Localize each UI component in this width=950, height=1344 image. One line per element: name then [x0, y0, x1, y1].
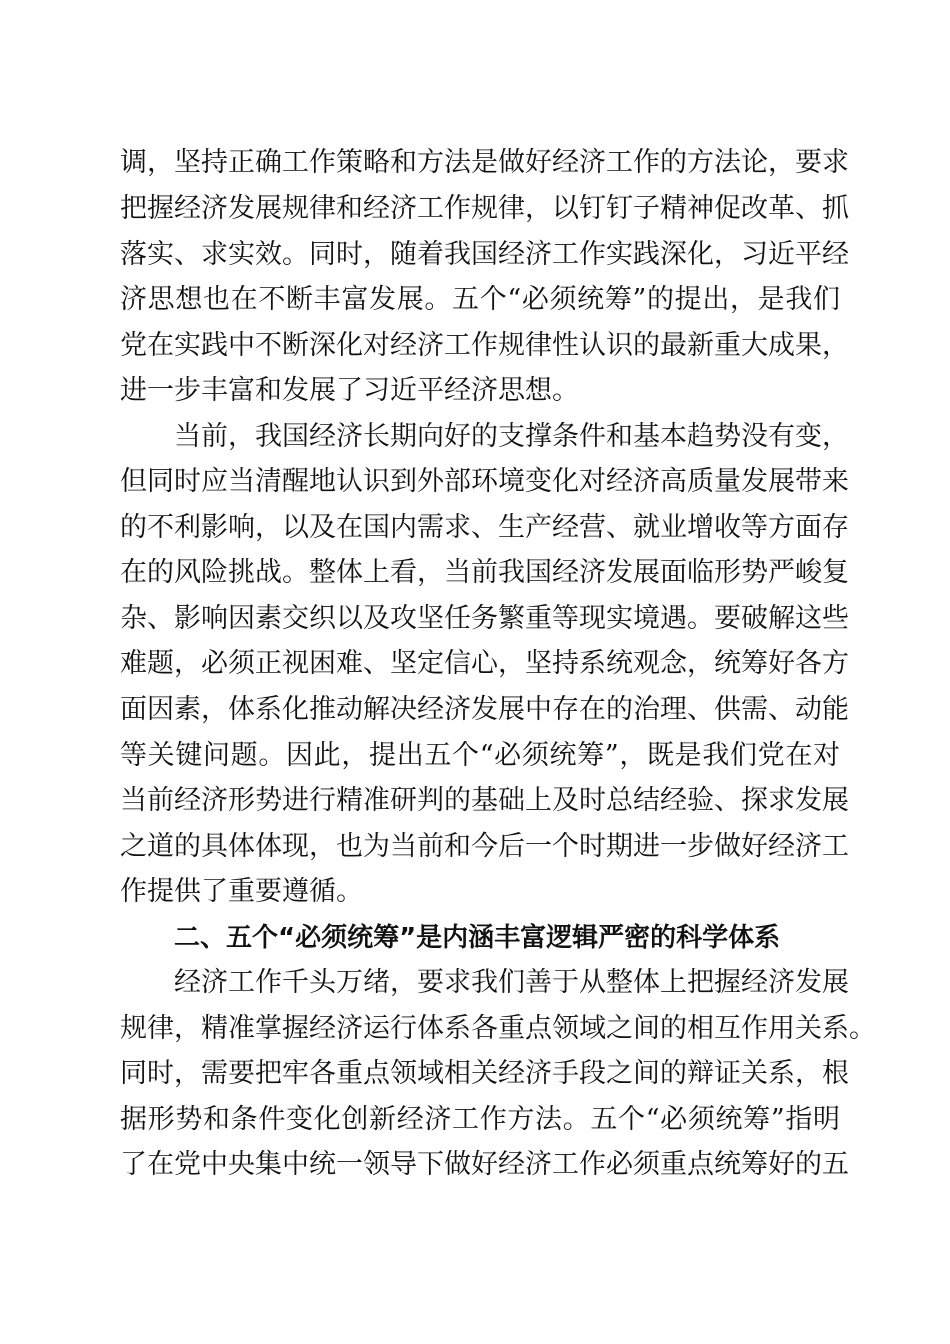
paragraph-line: 进一步丰富和发展了习近平经济思想。	[120, 375, 579, 406]
paragraph-line: 党在实践中不断深化对经济工作规律性认识的最新重大成果，	[120, 330, 849, 361]
paragraph-line: 杂、影响因素交织以及攻坚任务繁重等现实境遇。要破解这些	[120, 603, 849, 634]
paragraph-line: 据形势和条件变化创新经济工作方法。五个“必须统筹”指明	[120, 1104, 840, 1135]
section-heading: 二、五个“必须统筹”是内涵丰富逻辑严密的科学体系	[174, 923, 781, 953]
paragraph-line: 但同时应当清醒地认识到外部环境变化对经济高质量发展带来	[120, 466, 849, 497]
paragraph-line: 面因素，体系化推动解决经济发展中存在的治理、供需、动能	[120, 694, 849, 725]
paragraph-first-line: 当前，我国经济长期向好的支撑条件和基本趋势没有变，	[174, 421, 849, 452]
paragraph-line: 之道的具体体现，也为当前和今后一个时期进一步做好经济工	[120, 831, 849, 862]
paragraph-line: 当前经济形势进行精准研判的基础上及时总结经验、探求发展	[120, 785, 849, 816]
paragraph-line: 的不利影响，以及在国内需求、生产经营、就业增收等方面存	[120, 512, 849, 543]
paragraph-line: 在的风险挑战。整体上看，当前我国经济发展面临形势严峻复	[120, 557, 849, 588]
paragraph-line: 难题，必须正视困难、坚定信心，坚持系统观念，统筹好各方	[120, 648, 849, 679]
paragraph-line: 等关键问题。因此，提出五个“必须统筹”，既是我们党在对	[120, 740, 840, 771]
paragraph-line: 同时，需要把牢各重点领域相关经济手段之间的辩证关系，根	[120, 1058, 849, 1089]
paragraph-line: 把握经济发展规律和经济工作规律，以钉钉子精神促改革、抓	[120, 193, 849, 224]
paragraph-line: 落实、求实效。同时，随着我国经济工作实践深化，习近平经	[120, 239, 849, 270]
paragraph-line: 济思想也在不断丰富发展。五个“必须统筹”的提出，是我们	[120, 284, 840, 315]
paragraph-line: 规律，精准掌握经济运行体系各重点领域之间的相互作用关系。	[120, 1013, 876, 1044]
paragraph-line: 作提供了重要遵循。	[120, 876, 363, 907]
paragraph-line: 调，坚持正确工作策略和方法是做好经济工作的方法论，要求	[120, 147, 849, 178]
paragraph-first-line: 经济工作千头万绪，要求我们善于从整体上把握经济发展	[174, 967, 849, 998]
paragraph-line: 了在党中央集中统一领导下做好经济工作必须重点统筹好的五	[120, 1149, 849, 1180]
